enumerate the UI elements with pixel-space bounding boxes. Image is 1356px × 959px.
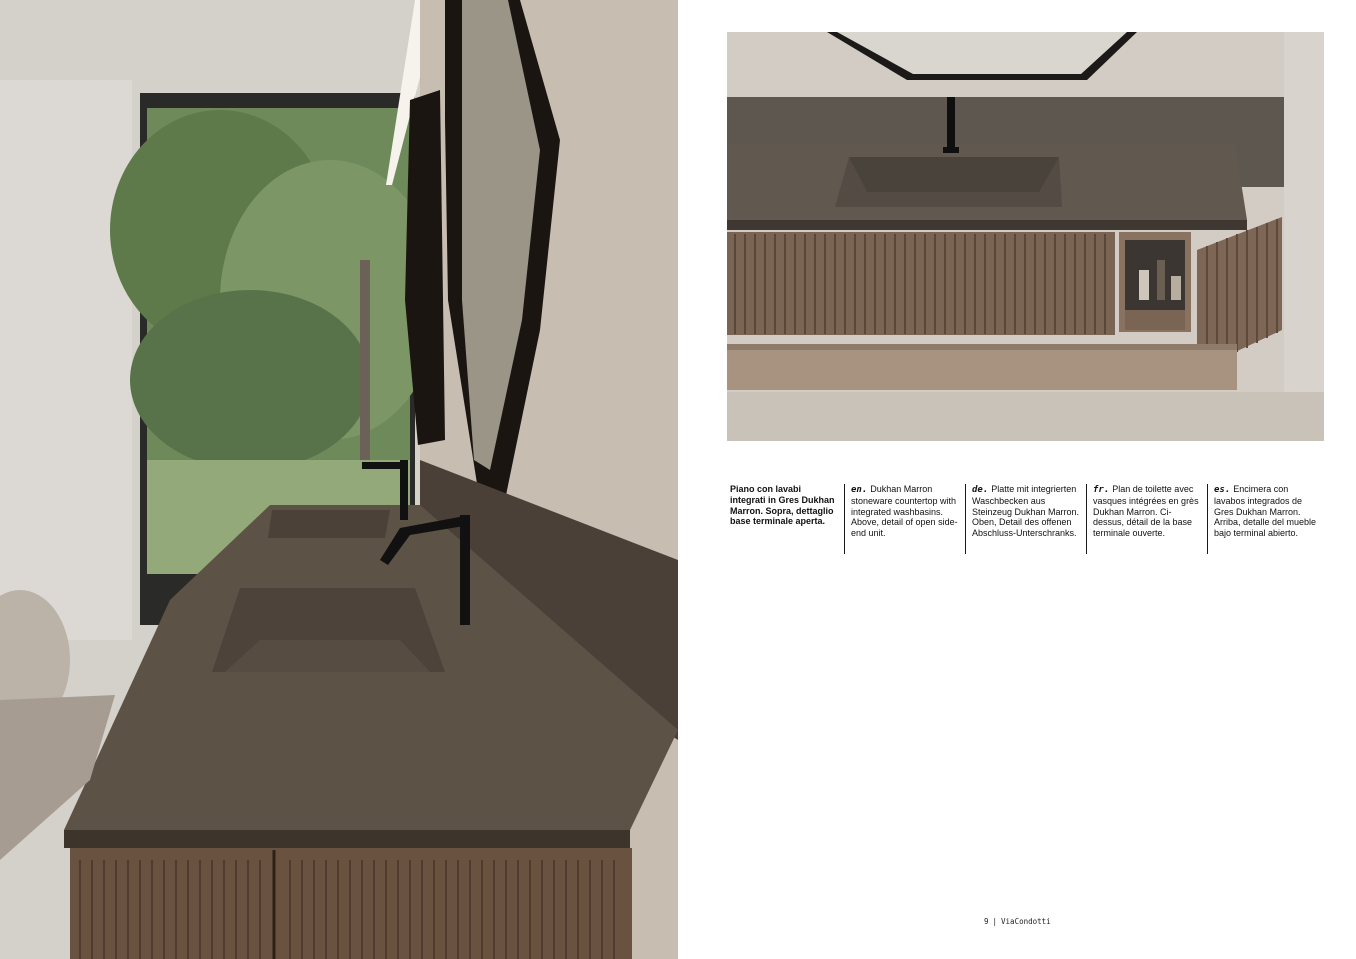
caption-text: Platte mit integrierten Waschbecken aus Steinzeug Dukhan Marron. Oben, Detail des offenen Abschluss-Unterschranks. [972,484,1080,539]
caption-text: Piano con lavabi integrati in Gres Dukhan Marron. Sopra, dettaglio base terminale aperta. [730,484,835,527]
caption-fr [1086,484,1207,554]
brand-name: ViaCondotti [1001,917,1051,926]
footer-separator: | [992,917,998,926]
vanity-detail-photo [727,32,1324,441]
caption-lang-label: fr. [1093,485,1110,495]
page-number: 9 [984,917,989,926]
caption-lang-label: en. [851,485,868,495]
right-page-photo [727,32,1324,441]
caption-lang-label: de. [972,485,989,495]
caption-text: Plan de toilette avec vasques intégrées en grès Dukhan Marron. Ci-dessus, détail de la base terminale ouverte. [1093,484,1199,539]
caption-en [844,484,965,554]
caption-it [727,484,844,554]
caption-block [727,484,1327,554]
caption-text: Dukhan Marron stoneware countertop with integrated washbasins. Above, detail of open side-end unit. [851,484,958,539]
caption-de [965,484,1086,554]
caption-text: Encimera con lavabos integrados de Gres Dukhan Marron. Arriba, detalle del mueble bajo terminal abierto. [1214,484,1317,539]
page-footer [984,917,1064,926]
caption-lang-label: es. [1214,485,1231,495]
caption-es [1207,484,1325,554]
